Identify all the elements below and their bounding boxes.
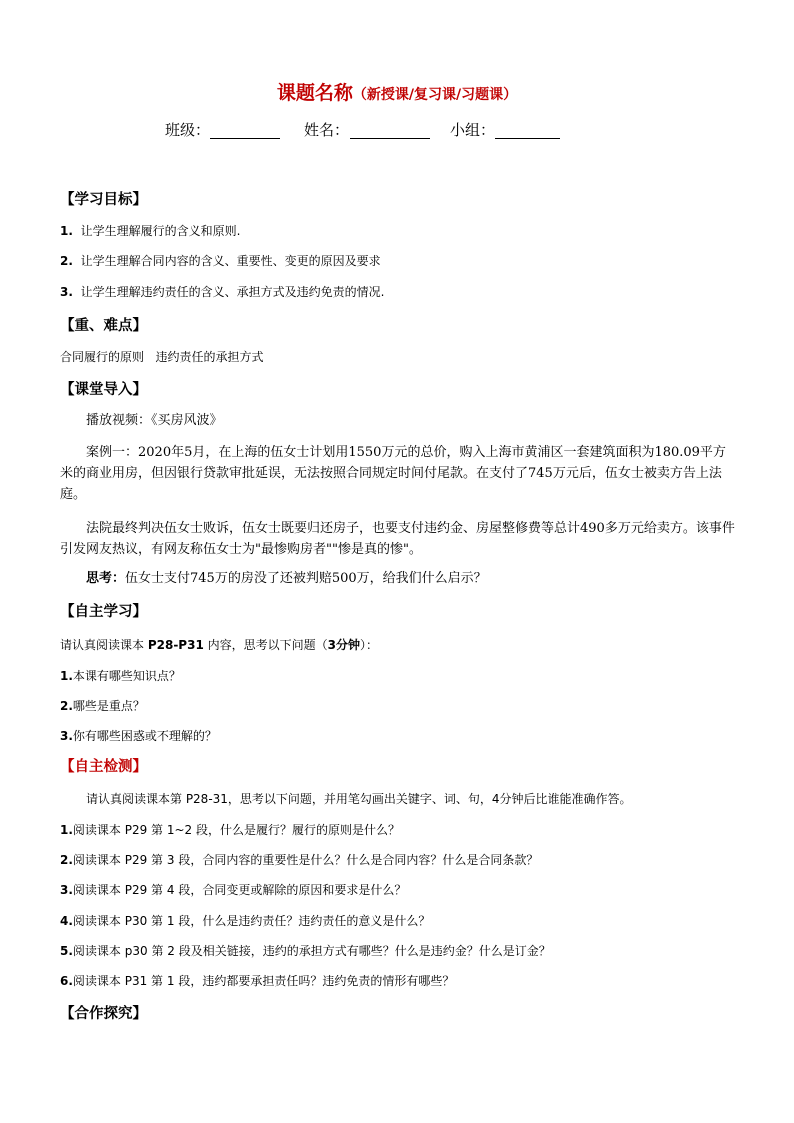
case-paragraph: 案例一：2020年5月，在上海的伍女士计划用1550万元的总价，购入上海市黄浦区一套建筑面积为180.09平方米的商业用房，但因银行贷款审批延误，无法按照合同规定时间付尾款。在支付了745万元后，伍女士被卖方告上法庭。 — [60, 445, 726, 502]
self-check-question: 5.阅读课本 p30 第 2 段及相关链接，违约的承担方式有哪些？什么是违约金？什么是订金？ — [60, 944, 551, 958]
goal-item: 1. 让学生理解履行的含义和原则. — [60, 224, 241, 238]
self-check-question: 6.阅读课本 P31 第 1 段，违约都要承担责任吗？违约免责的情形有哪些？ — [60, 974, 455, 988]
self-study-instruction: 请认真阅读课本 P28-P31 内容，思考以下问题（3分钟）： — [60, 638, 378, 652]
name-underline — [350, 138, 430, 139]
lesson-title-main: 课题名称 — [276, 82, 353, 104]
class-label: 班级： — [165, 121, 211, 139]
class-underline — [210, 138, 280, 139]
name-label: 姓名： — [304, 121, 350, 139]
video-line: 播放视频：《买房风波》 — [86, 413, 223, 428]
goal-item: 2. 让学生理解合同内容的含义、重要性、变更的原因及要求 — [60, 254, 381, 268]
self-check-question: 3.阅读课本 P29 第 4 段，合同变更或解除的原因和要求是什么？ — [60, 883, 407, 897]
self-check-heading: 【自主检测】 — [60, 759, 147, 775]
goal-item: 3. 让学生理解违约责任的含义、承担方式及违约免责的情况. — [60, 285, 385, 299]
self-study-heading: 【自主学习】 — [60, 604, 147, 620]
lesson-title — [0, 78, 794, 105]
self-study-question: 3.你有哪些困惑或不理解的？ — [60, 729, 217, 743]
self-check-question: 4.阅读课本 P30 第 1 段，什么是违约责任？违约责任的意义是什么？ — [60, 914, 431, 928]
result-paragraph: 法院最终判决伍女士败诉，伍女士既要归还房子，也要支付违约金、房屋整修费等总计490多万元给卖方。该事件引发网友热议，有网友称伍女士为"最惨购房者""惨是真的惨"。 — [60, 521, 735, 557]
student-info-row — [0, 119, 794, 141]
key-points-heading: 【重、难点】 — [60, 318, 147, 334]
think-text: 伍女士支付745万的房没了还被判赔500万，给我们什么启示？ — [125, 571, 487, 586]
intro-heading: 【课堂导入】 — [60, 382, 147, 398]
think-line — [60, 568, 736, 589]
group-label: 小组： — [450, 121, 496, 139]
think-label: 思考： — [86, 571, 126, 586]
self-study-question: 1.本课有哪些知识点？ — [60, 669, 181, 683]
key-points-text: 合同履行的原则 违约责任的承担方式 — [60, 350, 264, 364]
self-study-question: 2.哪些是重点？ — [60, 699, 145, 713]
self-check-question: 1.阅读课本 P29 第 1~2 段，什么是履行？履行的原则是什么？ — [60, 823, 401, 837]
self-check-instruction: 请认真阅读课本第 P28-31，思考以下问题，并用笔勾画出关键字、词、句，4分钟后比谁能准确作答。 — [86, 792, 632, 806]
group-underline — [495, 138, 560, 139]
self-check-question: 2.阅读课本 P29 第 3 段，合同内容的重要性是什么？什么是合同内容？什么是合同条款？ — [60, 853, 539, 867]
lesson-type: （新授课/复习课/习题课） — [352, 87, 518, 103]
goals-heading: 【学习目标】 — [60, 192, 147, 208]
cooperation-heading: 【合作探究】 — [60, 1006, 147, 1022]
